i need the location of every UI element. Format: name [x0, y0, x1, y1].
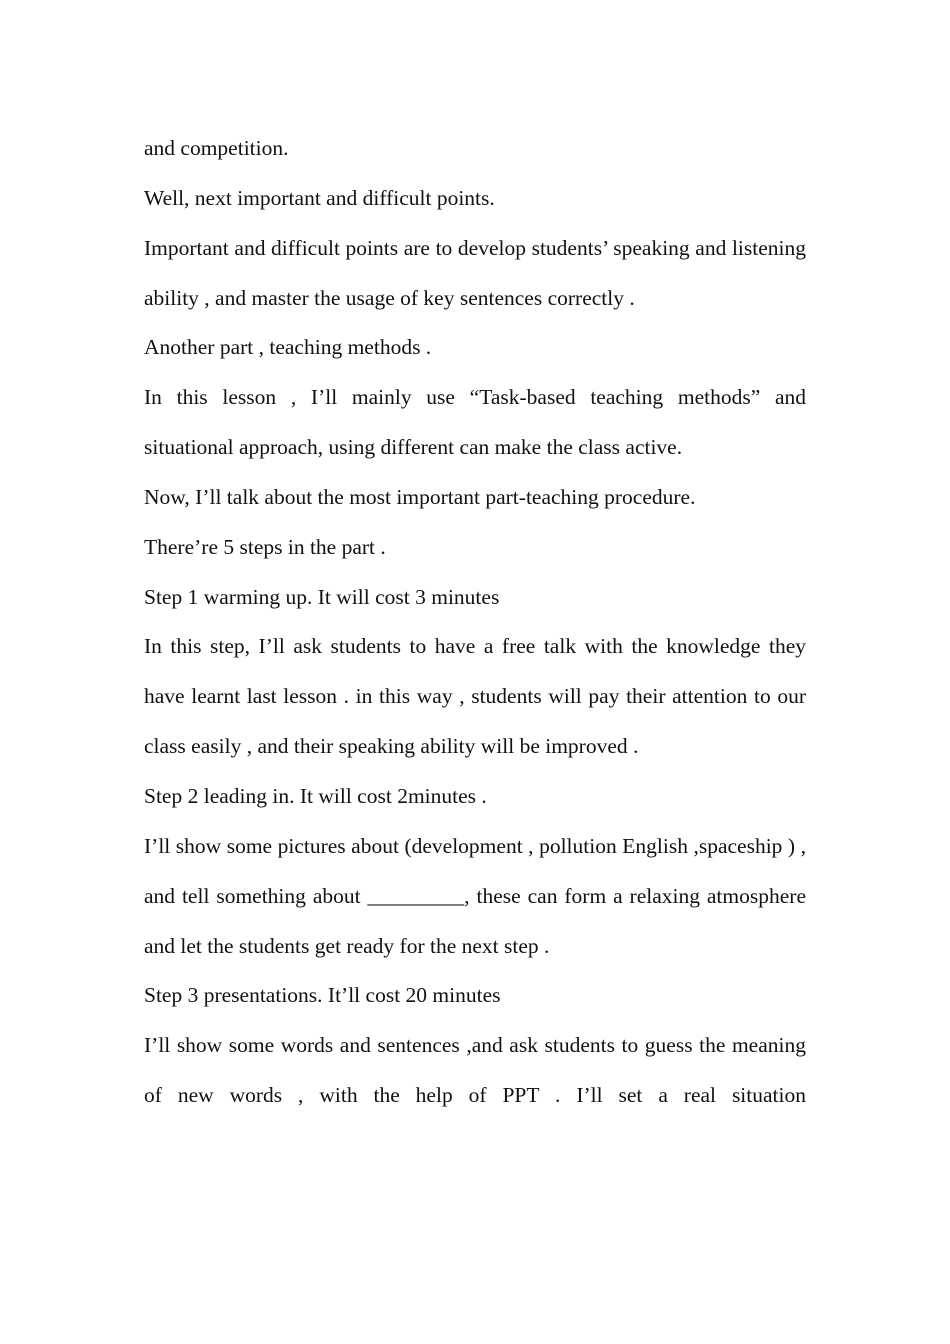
step-1-body: In this step, I’ll ask students to have a free talk with the knowledge they have learnt last lesson . in this way , students will pay their attention to our class easily , and their speaking ability will be improved . [144, 634, 806, 759]
paragraph-important-points-intro: Well, next important and difficult points. [144, 185, 495, 210]
paragraph-procedure-intro: Now, I’ll talk about the most important part-teaching procedure. [144, 484, 696, 509]
step-2-heading: Step 2 leading in. It will cost 2minutes . [144, 783, 487, 808]
paragraph-continuation: and competition. [144, 136, 289, 160]
step-1-heading: Step 1 warming up. It will cost 3 minutes [144, 584, 500, 609]
step-3-body: I’ll show some words and sentences ,and ask students to guess the meaning of new words , with the help of PPT . I’ll set a real situation [144, 1033, 806, 1108]
paragraph-teaching-methods: In this lesson , I’ll mainly use “Task-based teaching methods” and situational approach, using different can make the class active. [144, 385, 806, 460]
step-2-body: I’ll show some pictures about (development , pollution English ,spaceship ) , and tell something about _________, these can form a relaxing atmosphere and let the students get ready for the next step . [144, 833, 806, 958]
paragraph-steps-count: There’re 5 steps in the part . [144, 534, 386, 559]
step-3-heading: Step 3 presentations. It’ll cost 20 minutes [144, 983, 501, 1008]
document-page [144, 124, 806, 1121]
paragraph-important-points: Important and difficult points are to develop students’ speaking and listening ability , and master the usage of key sentences correctly . [144, 235, 806, 310]
paragraph-teaching-methods-intro: Another part , teaching methods . [144, 335, 432, 360]
